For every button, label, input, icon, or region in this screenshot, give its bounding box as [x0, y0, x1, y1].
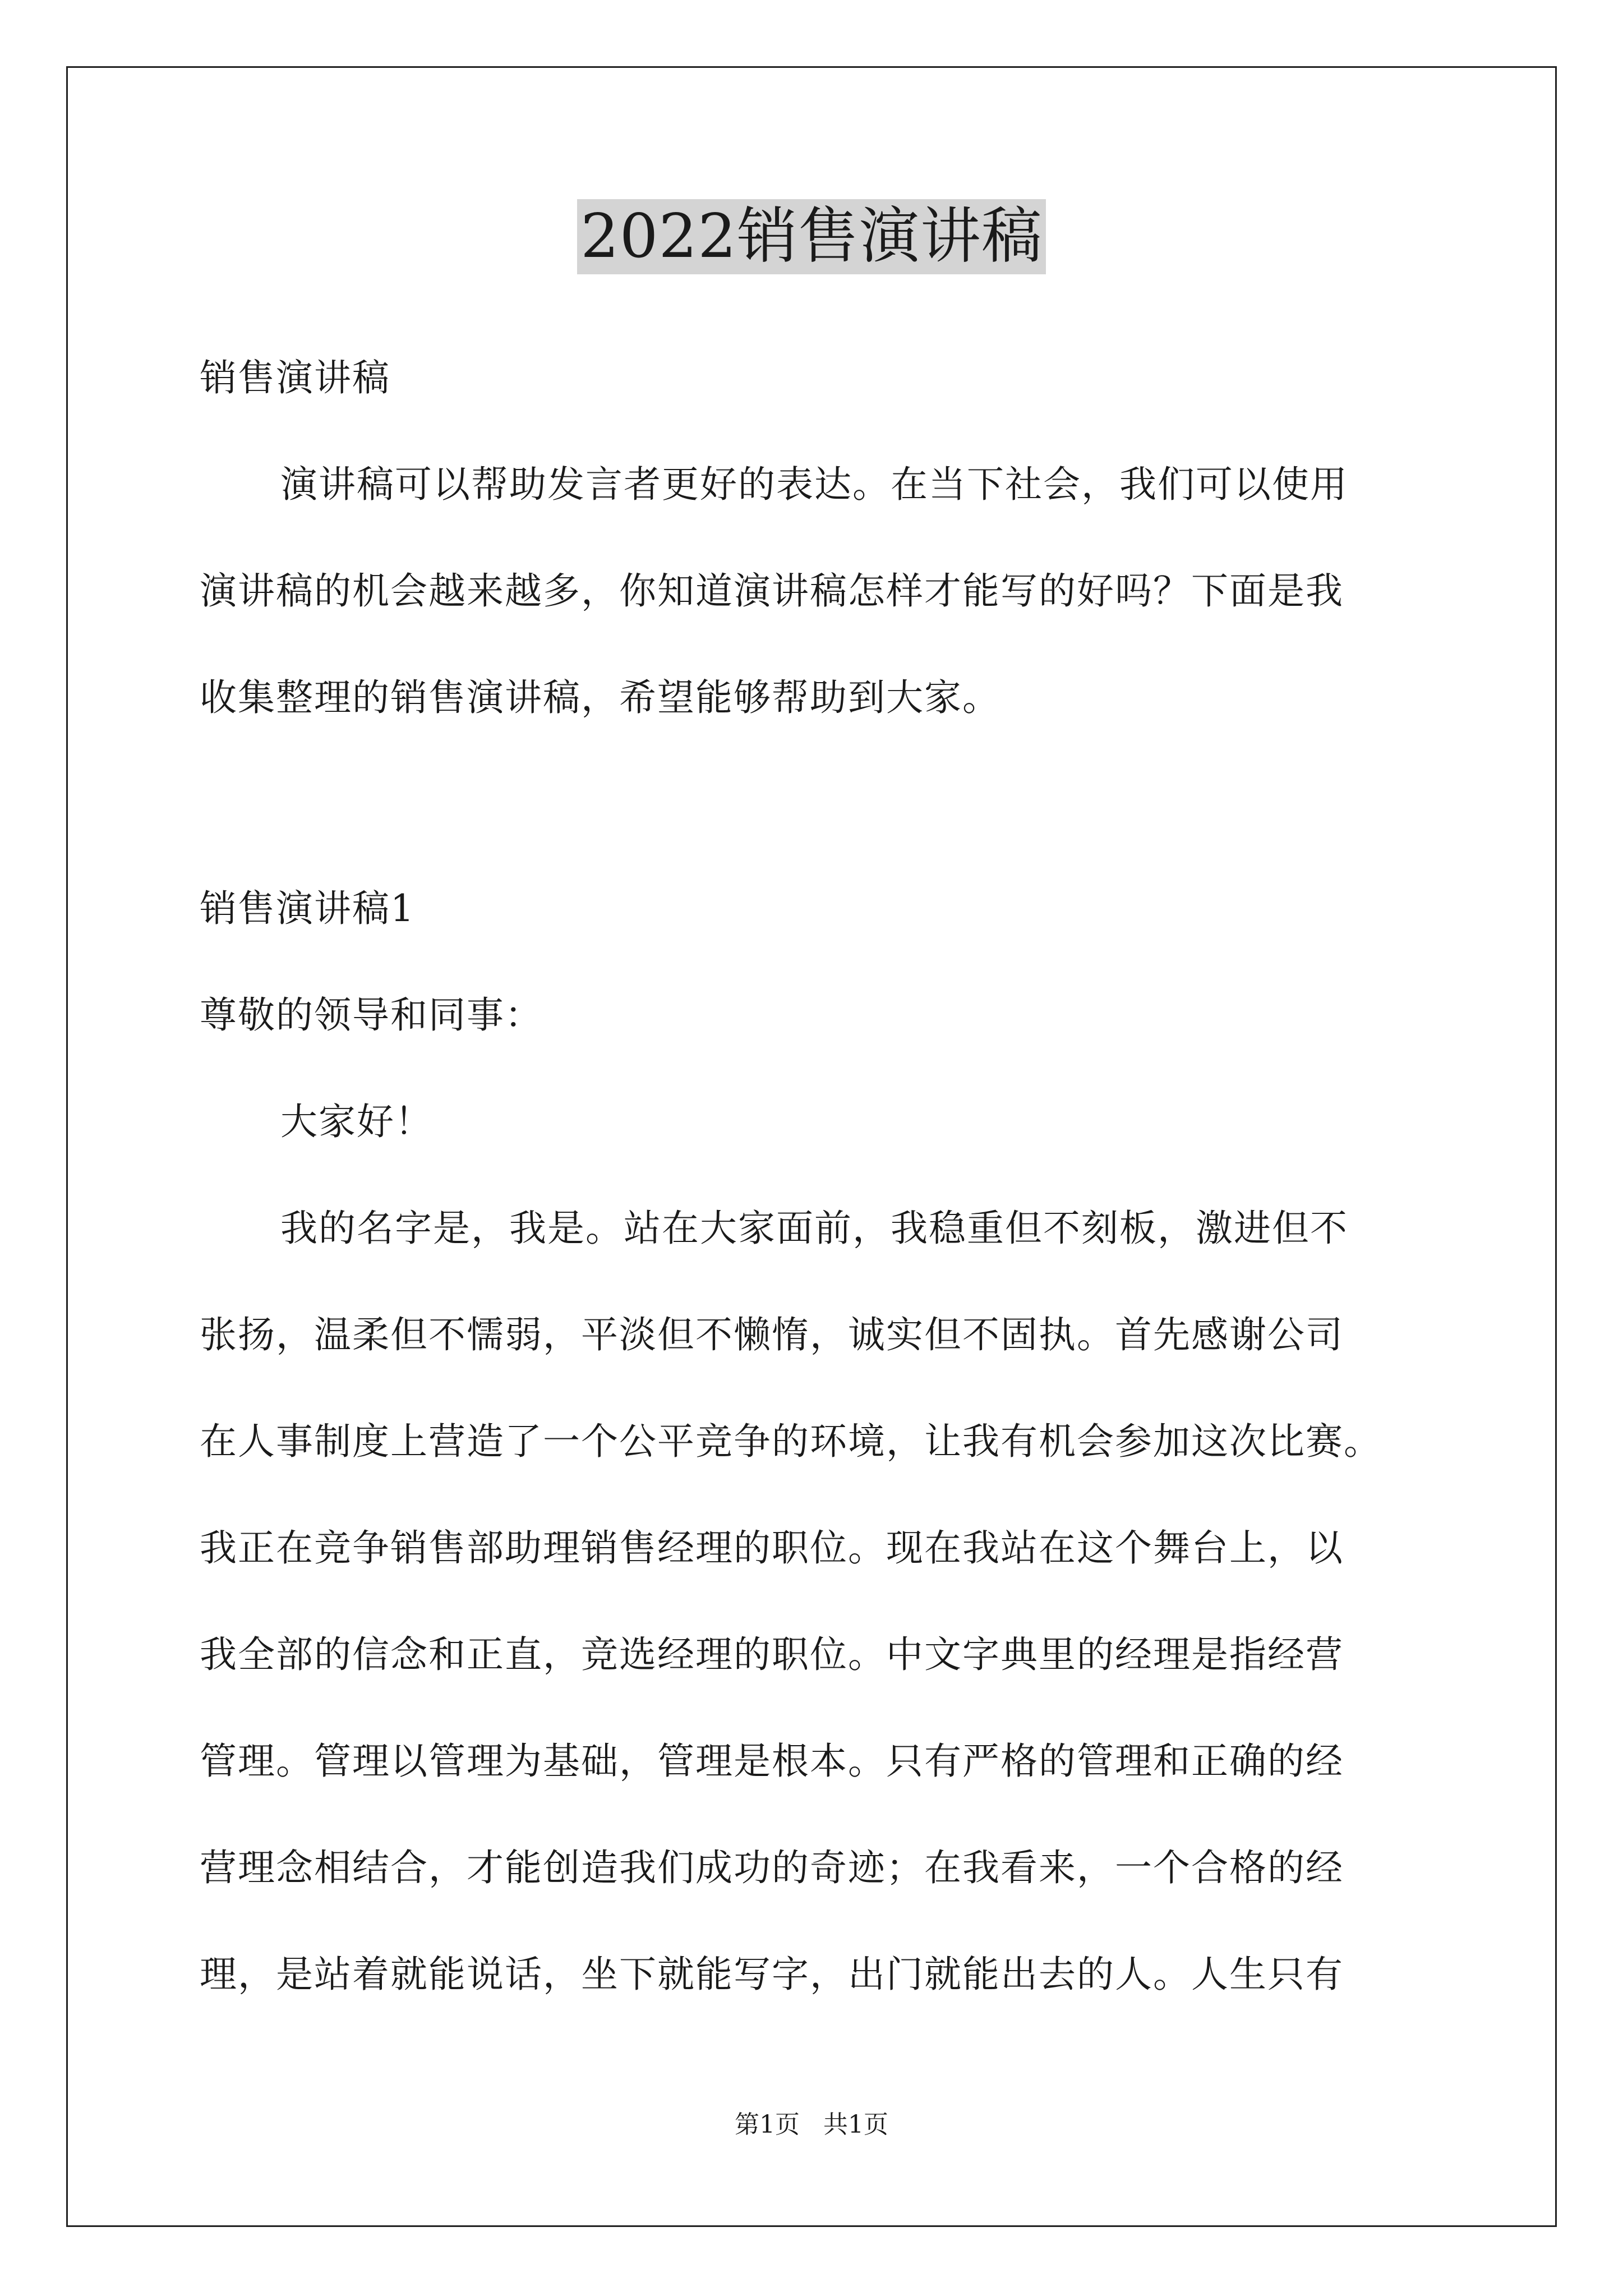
section-heading: 销售演讲稿 — [200, 356, 390, 399]
paragraph-line: 我正在竞争销售部助理销售经理的职位。现在我站在这个舞台上，以 — [200, 1526, 1344, 1570]
title-container — [0, 199, 1623, 274]
section-heading: 销售演讲稿1 — [200, 887, 415, 930]
paragraph-line: 我的名字是，我是。站在大家面前，我稳重但不刻板，激进但不 — [280, 1207, 1348, 1250]
paragraph-line: 管理。管理以管理为基础，管理是根本。只有严格的管理和正确的经 — [200, 1740, 1344, 1783]
greeting: 大家好！ — [280, 1100, 433, 1143]
page-number-total: 共1页 — [823, 2110, 888, 2139]
paragraph-line: 收集整理的销售演讲稿，希望能够帮助到大家。 — [200, 676, 1000, 719]
page-footer — [0, 2109, 1623, 2141]
paragraph-line: 张扬，温柔但不懦弱，平淡但不懒惰，诚实但不固执。首先感谢公司 — [200, 1313, 1344, 1356]
paragraph-line: 在人事制度上营造了一个公平竞争的环境，让我有机会参加这次比赛。 — [200, 1420, 1382, 1463]
paragraph-line: 理，是站着就能说话，坐下就能写字，出门就能出去的人。人生只有 — [200, 1953, 1344, 1996]
paragraph-line: 演讲稿可以帮助发言者更好的表达。在当下社会，我们可以使用 — [280, 463, 1348, 506]
paragraph-line: 我全部的信念和正直，竞选经理的职位。中文字典里的经理是指经营 — [200, 1633, 1344, 1676]
page-number-current: 第1页 — [735, 2110, 800, 2139]
paragraph-line: 演讲稿的机会越来越多，你知道演讲稿怎样才能写的好吗？下面是我 — [200, 569, 1344, 613]
document-title: 2022销售演讲稿 — [577, 199, 1046, 274]
salutation: 尊敬的领导和同事： — [200, 993, 543, 1037]
paragraph-line: 营理念相结合，才能创造我们成功的奇迹；在我看来，一个合格的经 — [200, 1846, 1344, 1889]
